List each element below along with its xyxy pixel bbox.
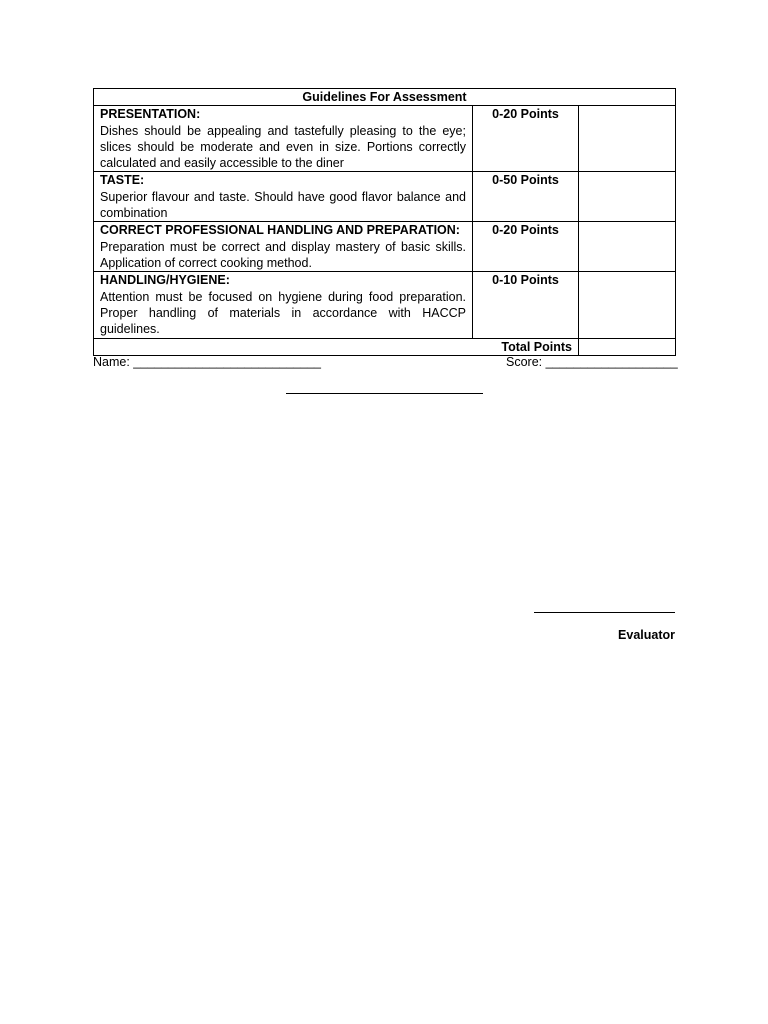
table-title: Guidelines For Assessment <box>94 89 676 106</box>
score-field-line: Score: ___________________ <box>506 355 678 369</box>
table-header-row <box>94 89 676 106</box>
total-points-cell <box>579 338 676 355</box>
total-row <box>94 338 676 355</box>
name-field-line: Name: ___________________________ <box>93 355 321 369</box>
evaluator-label: Evaluator <box>618 628 675 642</box>
total-points-label: Total Points <box>94 338 579 355</box>
criterion-cell <box>94 172 473 222</box>
table-row <box>94 106 676 172</box>
criterion-title: CORRECT PROFESSIONAL HANDLING AND PREPARATION: <box>100 223 460 238</box>
criterion-cell <box>94 222 473 272</box>
score-cell <box>579 222 676 272</box>
criterion-points: 0-20 Points <box>473 222 579 272</box>
table-row <box>94 272 676 338</box>
criterion-description: Preparation must be correct and display mastery of basic skills. Application of correct cooking method. <box>100 239 466 271</box>
criterion-points: 0-20 Points <box>473 106 579 172</box>
criterion-title: HANDLING/HYGIENE: <box>100 273 230 288</box>
evaluator-signature-line <box>534 612 675 613</box>
criterion-cell <box>94 106 473 172</box>
table-row <box>94 222 676 272</box>
assessment-table <box>93 88 676 356</box>
criterion-cell <box>94 272 473 338</box>
criterion-title: PRESENTATION: <box>100 107 201 122</box>
table-row <box>94 172 676 222</box>
criterion-description: Dishes should be appealing and tastefully pleasing to the eye; slices should be moderate and even in size. Portions correctly calculated and easily accessible to the diner <box>100 123 466 171</box>
criterion-description: Attention must be focused on hygiene during food preparation. Proper handling of materials in accordance with HACCP guidelines. <box>100 289 466 337</box>
criterion-points: 0-50 Points <box>473 172 579 222</box>
score-cell <box>579 172 676 222</box>
score-cell <box>579 106 676 172</box>
criterion-points: 0-10 Points <box>473 272 579 338</box>
score-cell <box>579 272 676 338</box>
criterion-description: Superior flavour and taste. Should have good flavor balance and combination <box>100 189 466 221</box>
center-signature-line <box>286 393 483 394</box>
criterion-title: TASTE: <box>100 173 145 188</box>
